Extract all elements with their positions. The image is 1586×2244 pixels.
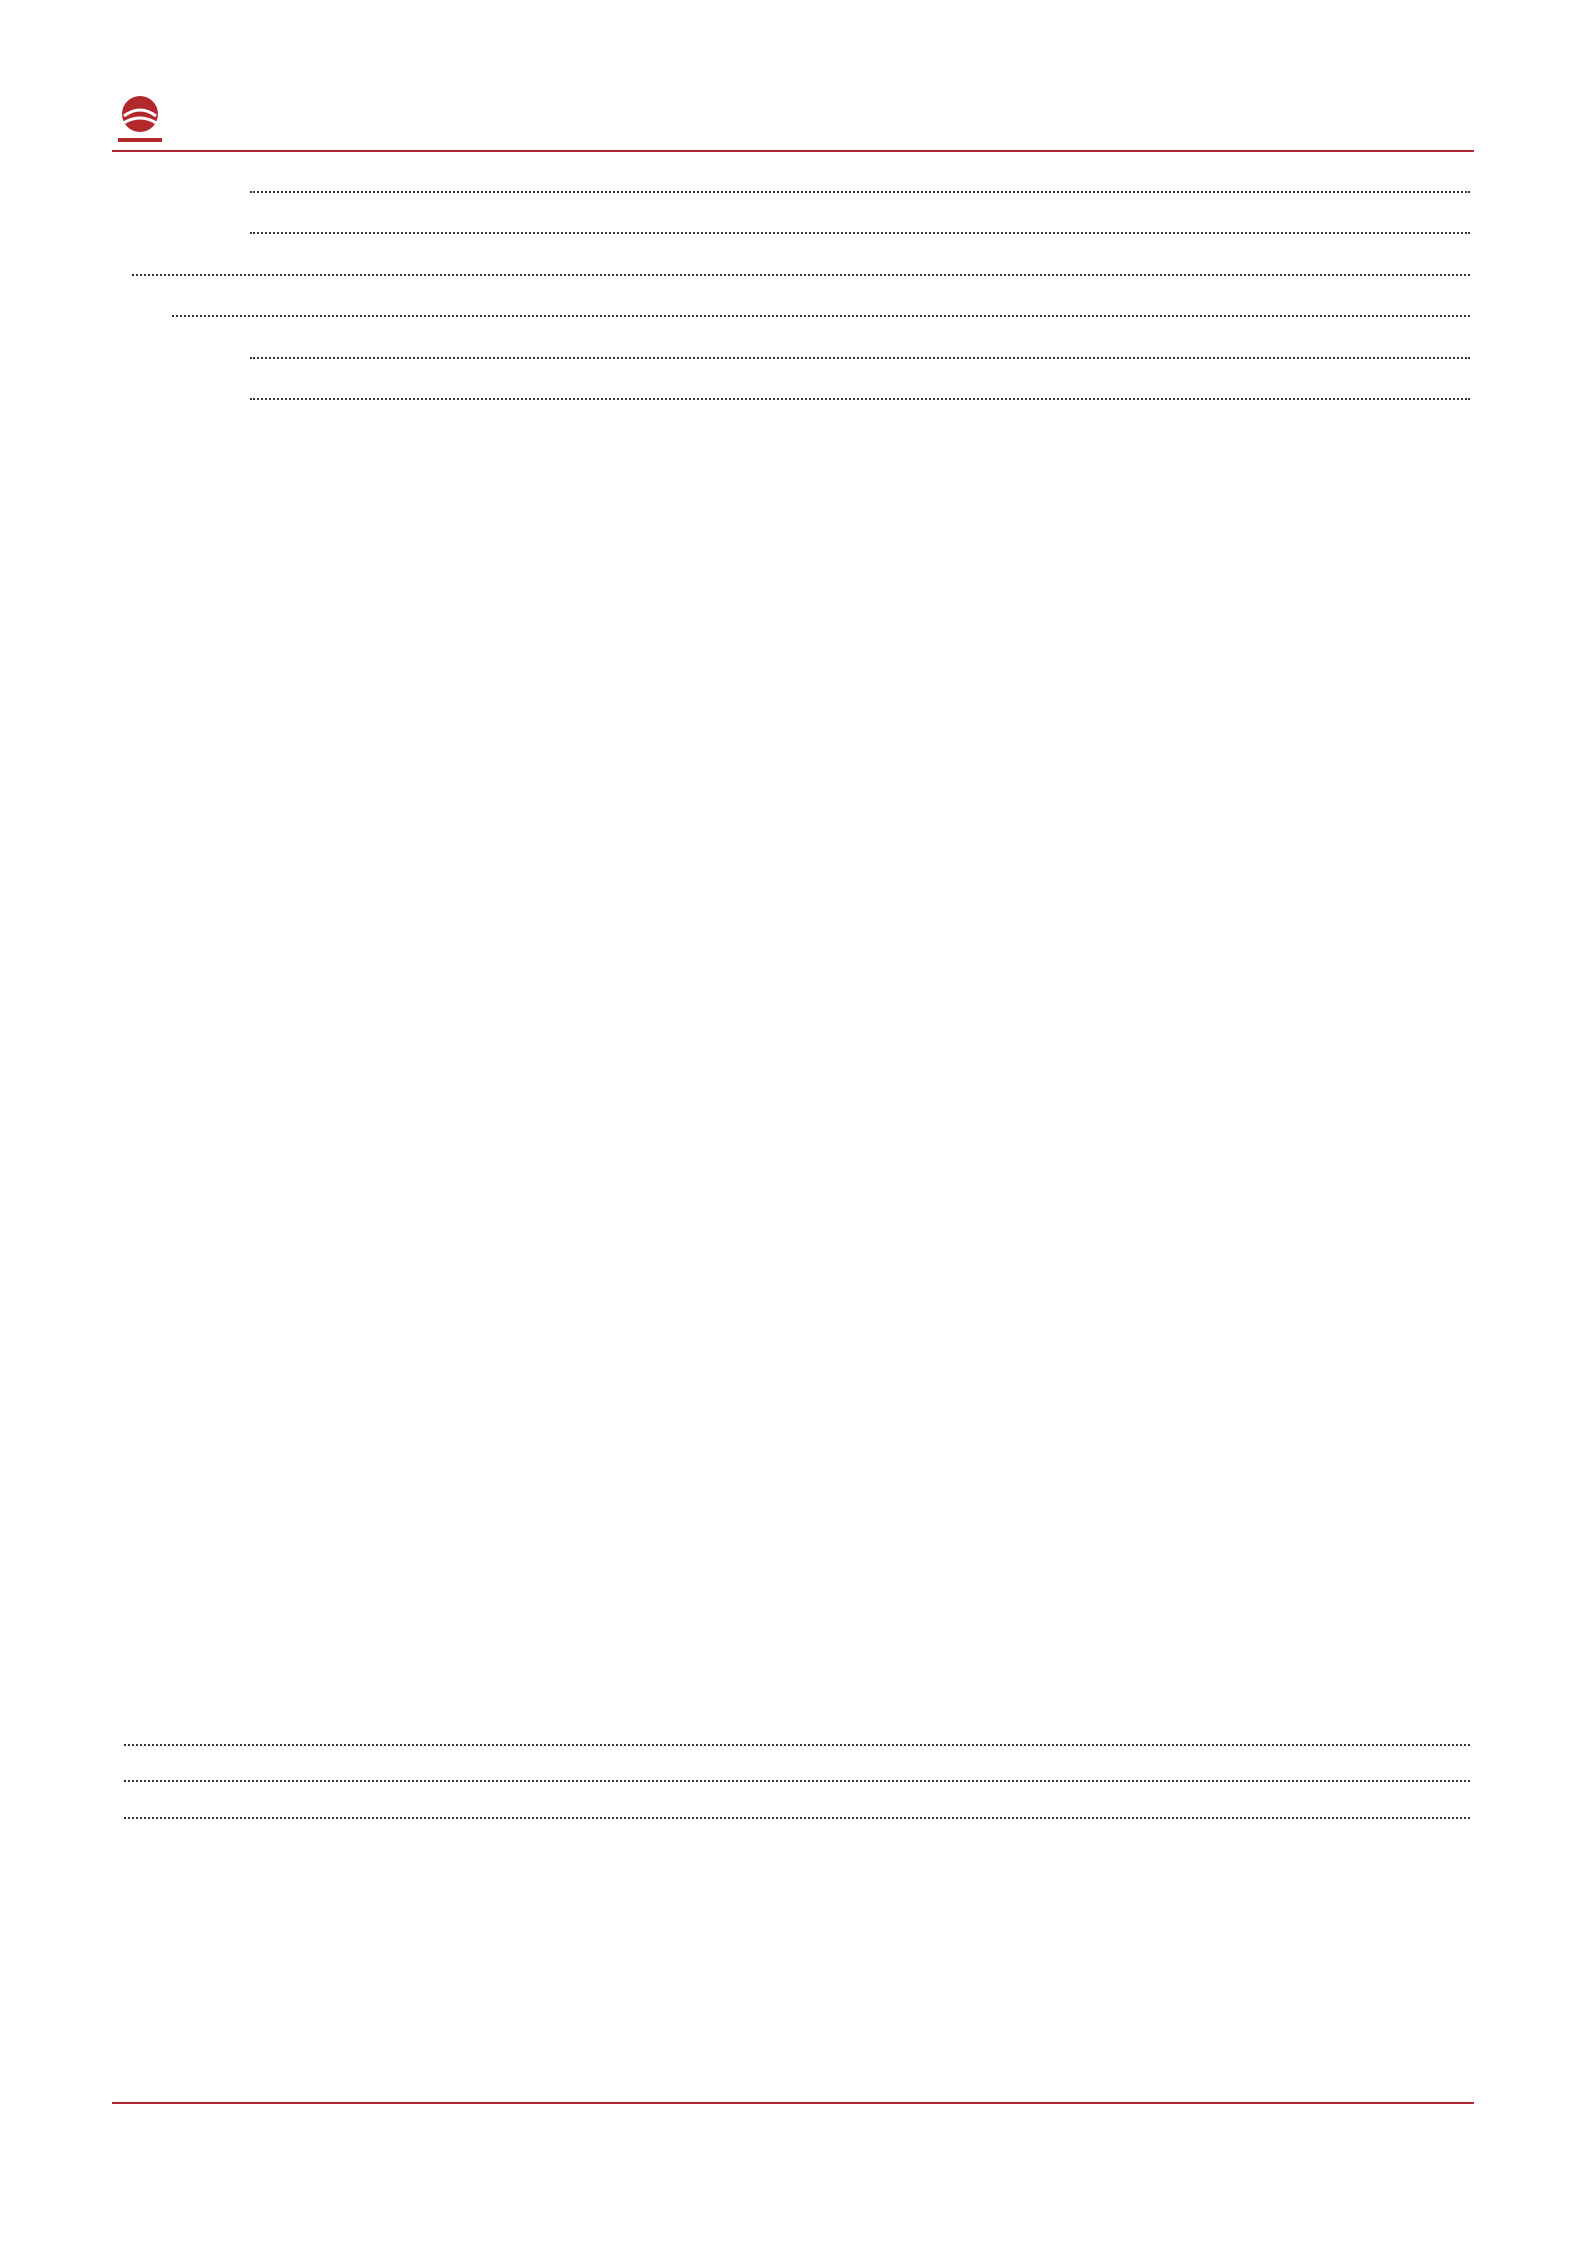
- dotted-leader: [124, 1744, 1470, 1746]
- figure-list: [112, 1716, 1474, 1826]
- company-logo-icon: [112, 90, 168, 146]
- dotted-leader: [250, 191, 1470, 193]
- page-footer: [112, 2102, 1474, 2140]
- toc-entry[interactable]: [112, 158, 1474, 200]
- figure-entry[interactable]: [112, 1789, 1474, 1826]
- figure-list-title: [0, 1632, 1586, 1684]
- dotted-leader: [124, 1817, 1470, 1819]
- dotted-leader: [250, 232, 1470, 234]
- figure-entry[interactable]: [112, 1716, 1474, 1753]
- page-header: [112, 88, 1474, 152]
- dotted-leader: [124, 1780, 1470, 1782]
- toc-entry[interactable]: [112, 324, 1474, 366]
- dotted-leader: [172, 315, 1470, 317]
- toc-entry[interactable]: [112, 241, 1474, 283]
- dotted-leader: [250, 398, 1470, 400]
- dotted-leader: [250, 357, 1470, 359]
- dotted-leader: [132, 274, 1470, 276]
- figure-entry[interactable]: [112, 1753, 1474, 1790]
- report-category: [1464, 112, 1474, 144]
- toc-entry[interactable]: [112, 366, 1474, 408]
- table-of-contents: [112, 158, 1474, 407]
- toc-entry[interactable]: [112, 200, 1474, 242]
- toc-entry[interactable]: [112, 283, 1474, 325]
